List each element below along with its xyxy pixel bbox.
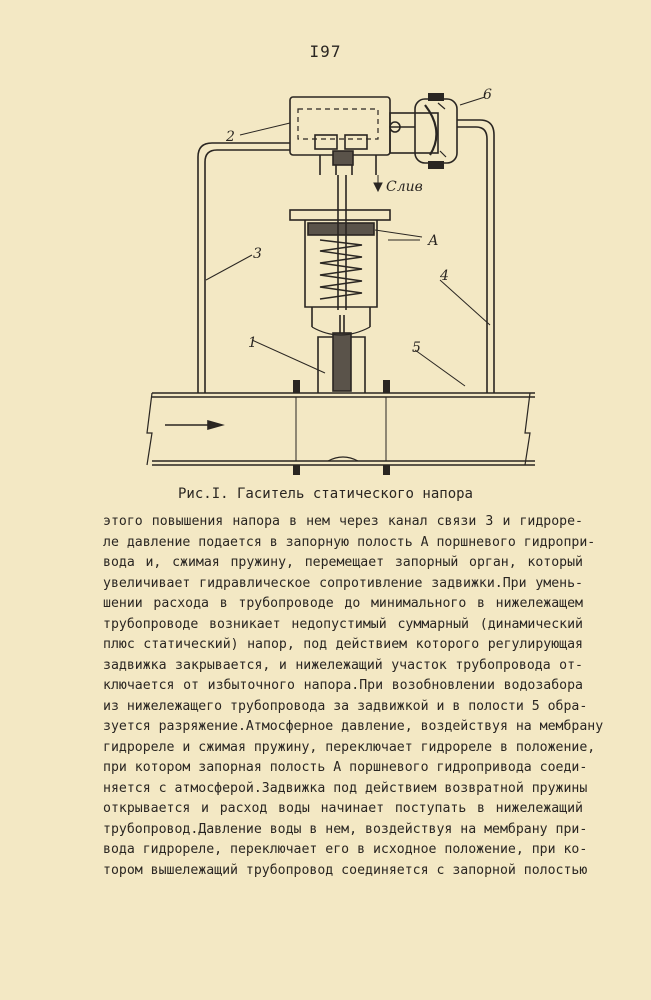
text-line: шении расхода в трубопроводе до минимального в нижележащем [103, 596, 583, 611]
hydro-relay [290, 97, 390, 175]
figure-caption: Рис.I. Гаситель статического напора [177, 486, 473, 502]
label-5: 5 [412, 340, 421, 356]
piston-actuator [290, 175, 390, 335]
text-line: ле давление подается в запорную полость А поршневого гидропри- [103, 534, 596, 550]
diaphragm-unit [390, 93, 457, 169]
text-line: вода гидрореле, переключает его в исходное положение, при ко- [103, 842, 588, 857]
label-a: А [428, 233, 439, 249]
label-2: 2 [226, 129, 235, 145]
text-line: увеличивает гидравлическое сопротивление задвижки.При умень- [103, 575, 583, 591]
text-line: зуется разряжение.Атмосферное давление, воздействуя на мембрану [103, 719, 604, 734]
text-line: этого повышения напора в нем через канал связи 3 и гидроре- [103, 514, 583, 529]
text-line: вода и, сжимая пружину, перемещает запорный орган, который [103, 555, 583, 570]
text-line: трубопровод.Давление воды в нем, воздействуя на мембрану при- [103, 821, 588, 837]
text-line: трубопроводе возникает недопустимый суммарный (динамический [103, 616, 583, 632]
text-line: открывается и расход воды начинает поступать в нижележащий [103, 801, 583, 816]
channel-4 [457, 120, 494, 393]
text-line: при котором запорная полость А поршневого гидропривода соеди- [103, 760, 588, 775]
text-line: плюс статический) напор, под действием которого регулирующая [103, 637, 583, 652]
label-1: 1 [248, 335, 257, 351]
label-drain: Слив [386, 179, 423, 195]
text-line: тором вышележащий трубопровод соединяется с запорной полостью [103, 862, 588, 878]
text-line: ключается от избыточного напора.При возобновлении водозабора [103, 678, 583, 693]
label-3: 3 [253, 246, 262, 262]
label-4: 4 [440, 268, 449, 284]
label-6: 6 [483, 87, 492, 103]
body-text [103, 512, 604, 881]
text-line: гидрореле и сжимая пружину, переключает гидрореле в положение, [103, 739, 596, 755]
main-pipe [147, 380, 535, 475]
text-line: задвижка закрывается, и нижележащий участок трубопровода от- [103, 657, 583, 673]
text-line: няется с атмосферой.Задвижка под действием возвратной пружины [103, 780, 588, 796]
text-line: из нижележащего трубопровода за задвижкой и в полости 5 обра- [103, 698, 588, 714]
shutoff-gate [318, 315, 365, 393]
channel-3 [198, 143, 290, 393]
page-number: I97 [309, 42, 342, 61]
static-pressure-damper-diagram [140, 75, 540, 475]
